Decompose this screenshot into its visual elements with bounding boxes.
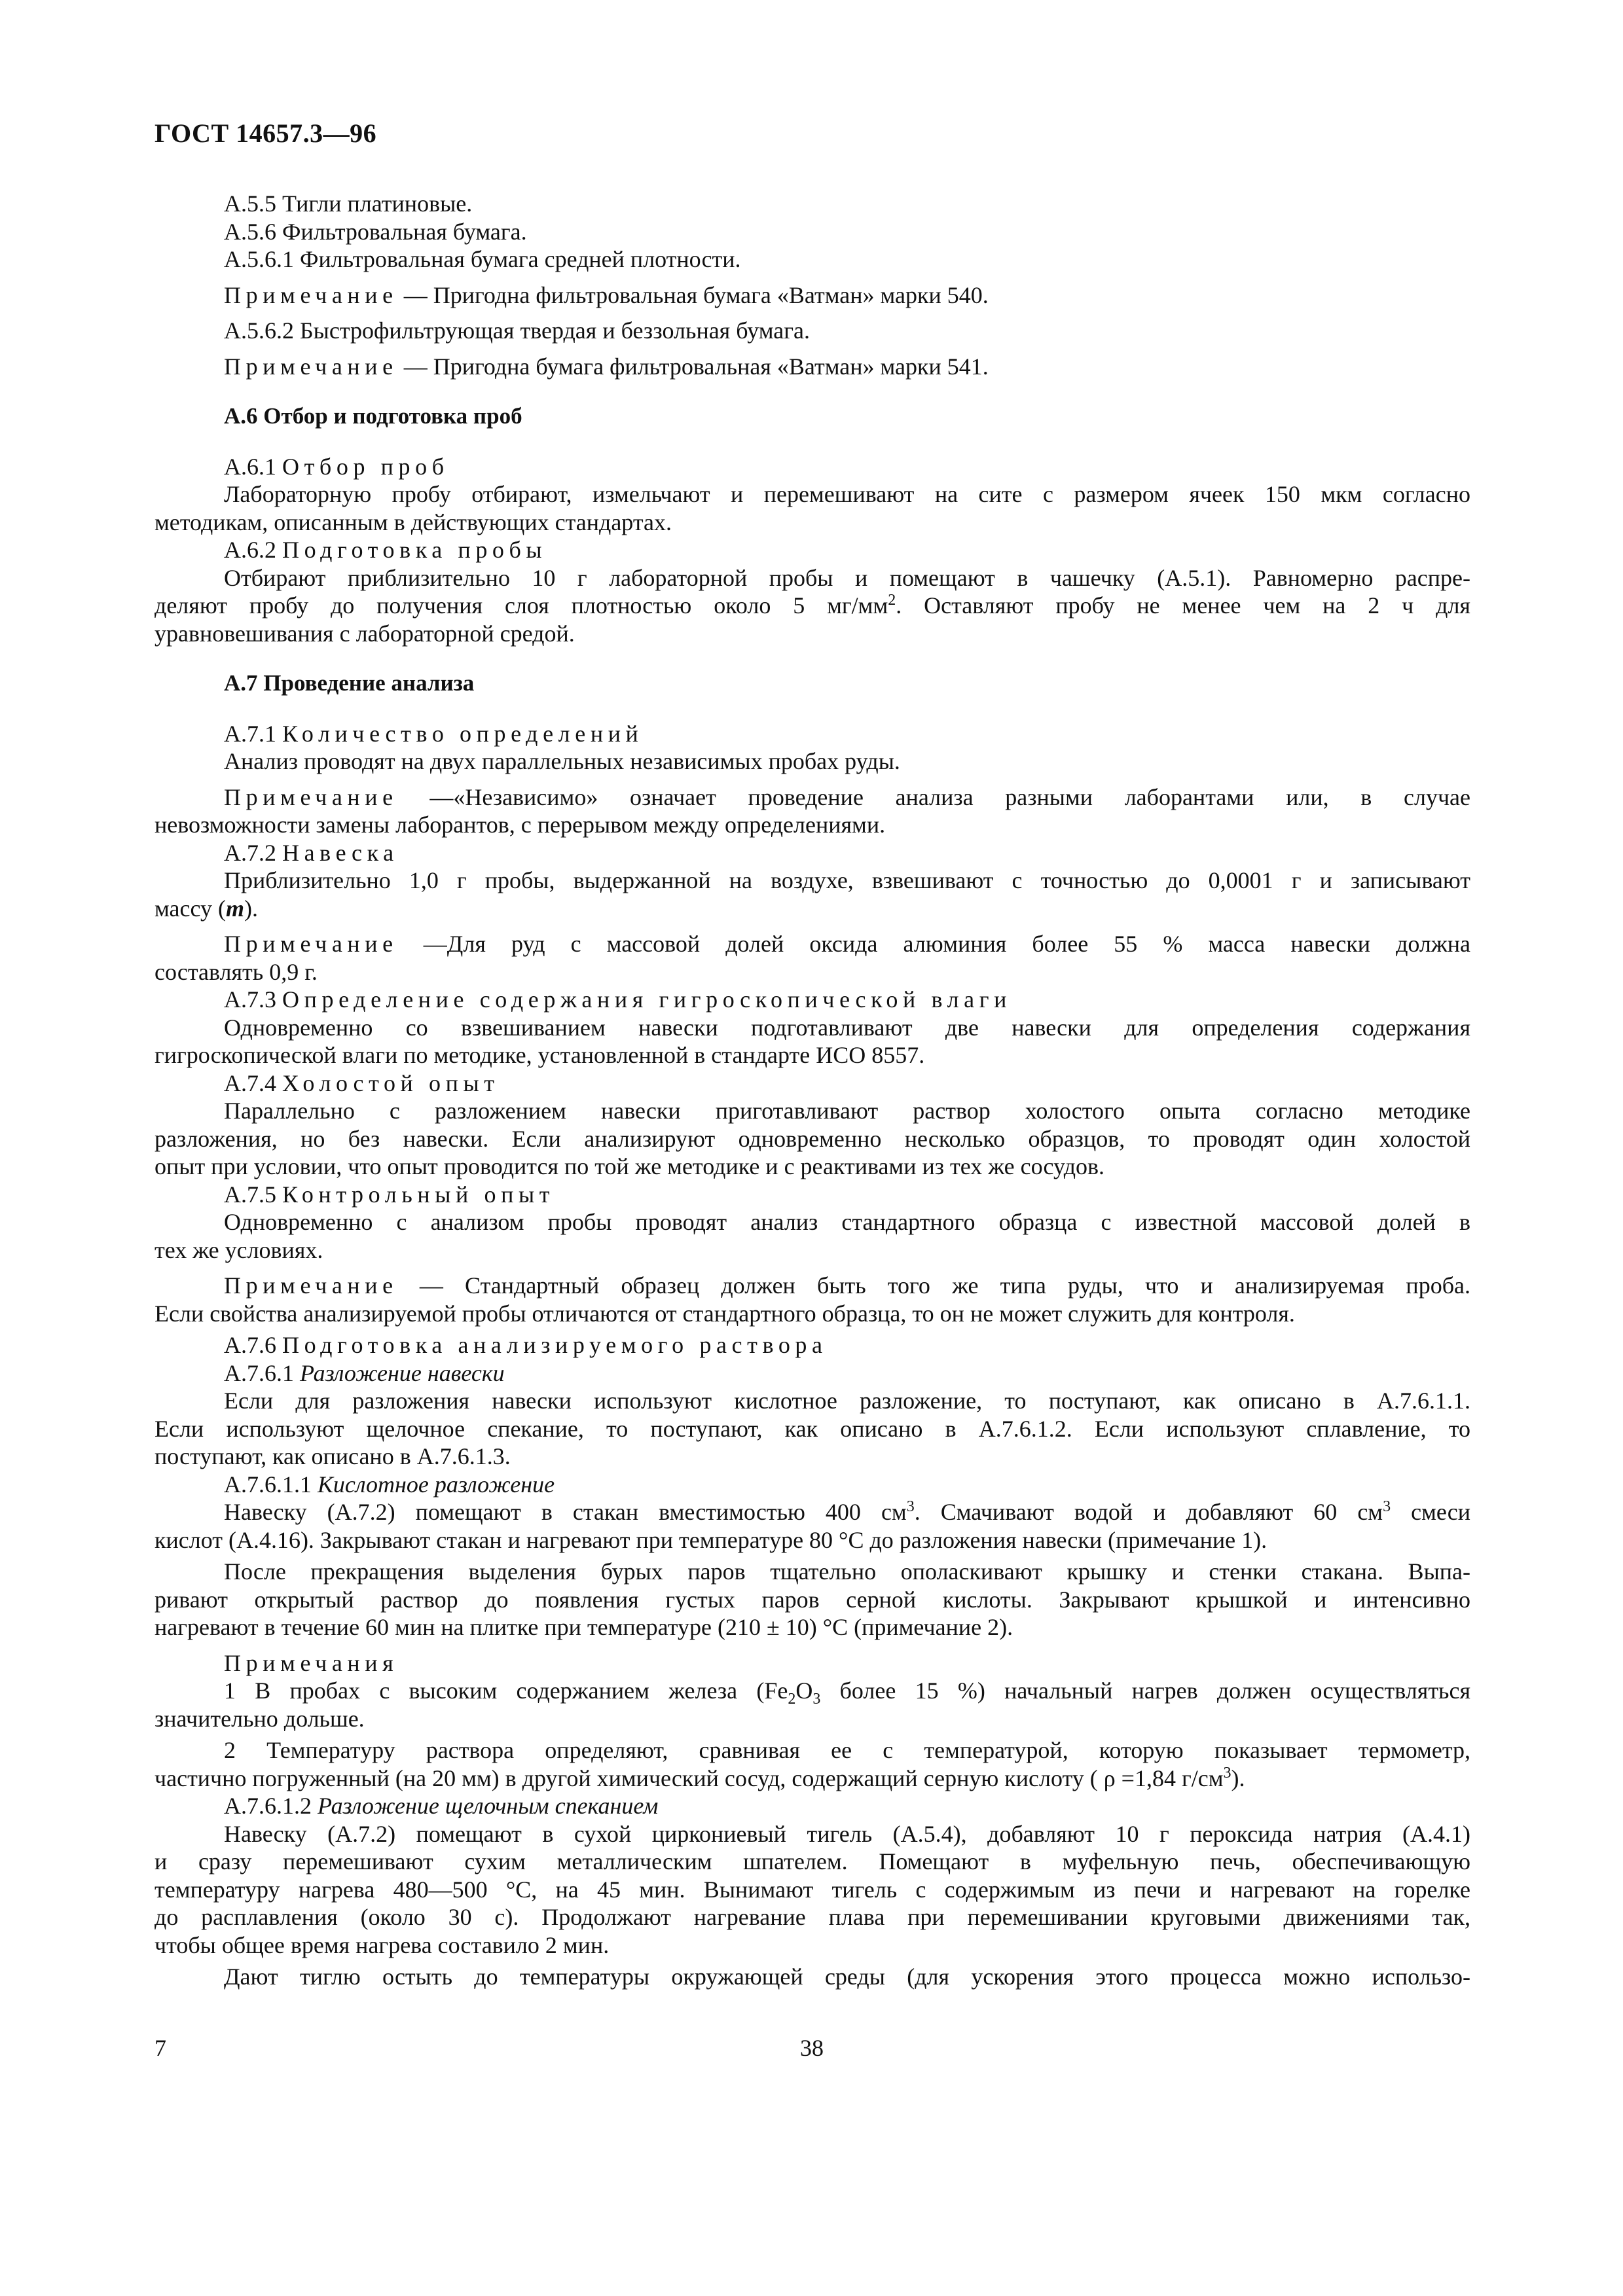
text-line: Если используют щелочное спекание, то поступают, как описано в А.7.6.1.2. Если используют сплавление, то [155,1415,1470,1442]
text-span: ). [1231,1765,1245,1791]
text-line: чтобы общее время нагрева составило 2 мин. [155,1931,610,1958]
text-line: Анализ проводят на двух параллельных независимых пробах руды. [224,748,900,774]
subsection-title: Навеска [282,839,399,866]
text-line: Навеску (А.7.2) помещают в сухой циркониевый тигель (А.5.4), добавляют 10 г пероксида натрия (А.4.1) [224,1820,1470,1847]
subsection-heading [155,453,1470,481]
note-label: Примечание [224,931,398,957]
text-line: Одновременно со взвешиванием навески подготавливают две навески для определения содержания [224,1014,1470,1041]
subsection-heading [155,1792,1470,1820]
subsection-heading [155,839,1470,867]
text-line: А.5.6.1 Фильтровальная бумага средней плотности. [224,246,741,272]
footer-marker: 7 [155,2035,166,2061]
section-heading: А.7 Проведение анализа [224,670,475,696]
note-text: — Пригодна фильтровальная бумага «Ватман» марки 540. [397,281,989,308]
text-line: Одновременно с анализом пробы проводят анализ стандартного образца с известной массовой долей в [224,1209,1470,1235]
text-line: 2 Температуру раствора определяют, сравнивая ее с температурой, которую показывает термометр, [224,1737,1470,1763]
note-line [155,930,1470,958]
text-line: гигроскопической влаги по методике, установленной в стандарте ИСО 8557. [155,1042,925,1068]
document-body [155,190,1470,1991]
subsection-heading [155,1069,1470,1098]
note-line [155,353,1470,381]
subsection-title: Разложение навески [300,1359,505,1386]
text-span: Навеску (А.7.2) помещают в стакан вместимостью 400 см [224,1499,907,1525]
text-span: частично погруженный (на 20 мм) в другой химический сосуд, содержащий серную кислоту ( ρ =1,84 г/см [155,1765,1224,1791]
subsection-number: А.7.6.1 [224,1359,300,1386]
subsection-title: Подготовка анализируемого раствора [282,1332,828,1358]
superscript: 3 [906,1498,915,1515]
note-label: Примечание [224,353,398,380]
note-line [155,1272,1470,1300]
text-line: нагревают в течение 60 мин на плитке при температуре (210 ± 10) °С (примечание 2). [155,1614,1013,1640]
text-line: невозможности замены лаборантов, с перерывом между определениями. [155,812,886,838]
subsection-number: А.6.2 [224,537,282,563]
text-line: Приблизительно 1,0 г пробы, выдержанной на воздухе, взвешивают с точностью до 0,0001 г и записывают [224,867,1470,893]
subsection-number: А.7.1 [224,720,282,747]
subsection-title: Отбор проб [282,453,449,480]
text-line [155,1498,1470,1526]
superscript: 3 [1223,1764,1231,1782]
text-span: . Оставляют пробу не менее чем на 2 ч для [896,592,1470,619]
subsection-heading [155,1181,1470,1209]
text-line: температуру нагрева 480—500 °С, на 45 мин. Вынимают тигель с содержимым из печи и нагревают на горелке [155,1876,1470,1903]
text-line: Дают тиглю остыть до температуры окружающей среды (для ускорения этого процесса можно использо- [224,1964,1470,1990]
subsection-number: А.6.1 [224,453,282,480]
subsection-title: Контрольный опыт [282,1181,555,1208]
text-span: ). [244,895,258,922]
superscript: 2 [888,592,896,609]
note-text: —Для руд с массовой долей оксида алюминия более 55 % масса навески должна [397,931,1470,957]
document-header: ГОСТ 14657.3—96 [155,118,377,148]
subsection-heading [155,1331,1470,1359]
note-line [155,783,1470,812]
text-line: А.5.5 Тигли платиновые. [224,190,473,217]
text-line: Если для разложения навески используют кислотное разложение, то поступают, как описано в А.7.6.1.1. [224,1388,1470,1414]
text-line: ривают открытый раствор до появления густых паров серной кислоты. Закрывают крышкой и интенсивно [155,1586,1470,1613]
text-span: более 15 %) начальный нагрев должен осуществляться [820,1677,1470,1704]
text-line [155,592,1470,620]
note-text: — Пригодна бумага фильтровальная «Ватман» марки 541. [397,353,989,380]
subscript: 3 [812,1691,821,1708]
notes-heading: Примечания [224,1649,399,1676]
text-line: Лабораторную пробу отбирают, измельчают и перемешивают на сите с размером ячеек 150 мкм согласно [224,481,1470,507]
subsection-title: Количество определений [282,720,644,747]
text-line [155,895,1470,923]
section-heading: А.6 Отбор и подготовка проб [224,403,522,429]
subsection-heading [155,720,1470,748]
note-label: Примечание [224,783,398,810]
symbol-m: т [225,895,244,922]
text-span: массу ( [155,895,226,922]
subsection-heading [155,1359,1470,1388]
subsection-heading [155,536,1470,564]
text-span: смеси [1391,1499,1470,1525]
note-label: Примечание [224,281,398,308]
subsection-number: А.7.4 [224,1069,282,1096]
text-line: до расплавления (около 30 с). Продолжают нагревание плава при перемешивании круговыми движениями так, [155,1904,1470,1930]
text-line: значительно дольше. [155,1705,365,1732]
text-line: составлять 0,9 г. [155,958,318,985]
subsection-number: А.7.6.1.1 [224,1471,318,1498]
subsection-heading [155,986,1470,1014]
text-span: O [795,1677,813,1704]
text-line: методикам, описанным в действующих стандартах. [155,509,672,535]
text-line: А.5.6.2 Быстрофильтрующая твердая и беззольная бумага. [224,317,810,344]
note-text: — Стандартный образец должен быть того же типа руды, что и анализируемая проба. [397,1272,1470,1299]
note-line [155,281,1470,310]
text-line: поступают, как описано в А.7.6.1.3. [155,1443,511,1469]
text-line: Если свойства анализируемой пробы отличаются от стандартного образца, то он не может служить для контроля. [155,1300,1295,1327]
text-line: опыт при условии, что опыт проводится по той же методике и с реактивами из тех же сосудов. [155,1153,1105,1179]
subsection-title: Холостой опыт [282,1069,500,1096]
text-span: . Смачивают водой и добавляют 60 см [914,1499,1383,1525]
subsection-title: Определение содержания гигроскопической влаги [282,986,1012,1013]
text-span: деляют пробу до получения слоя плотностью около 5 мг/мм [155,592,888,619]
text-line: После прекращения выделения бурых паров тщательно ополаскивают крышку и стенки стакана. Выпа- [224,1558,1470,1585]
text-span: 1 В пробах с высоким содержанием железа (Fe [224,1677,788,1704]
subsection-number: А.7.2 [224,839,282,866]
text-line [155,1765,1470,1793]
subsection-number: А.7.6.1.2 [224,1793,318,1819]
subsection-title: Подготовка пробы [282,537,547,563]
text-line: А.5.6 Фильтровальная бумага. [224,218,527,245]
text-line: Отбирают приблизительно 10 г лабораторной пробы и помещают в чашечку (А.5.1). Равномерно распре- [224,564,1470,591]
subsection-title: Кислотное разложение [318,1471,555,1498]
superscript: 3 [1383,1498,1391,1515]
text-line: уравновешивания с лабораторной средой. [155,620,575,647]
page-number: 38 [800,2035,824,2061]
subsection-number: А.7.3 [224,986,282,1013]
subsection-number: А.7.6 [224,1332,282,1358]
subsection-title: Разложение щелочным спеканием [318,1793,659,1819]
text-line: кислот (А.4.16). Закрывают стакан и нагревают при температуре 80 °С до разложения навески (примечание 1). [155,1526,1267,1553]
subscript: 2 [788,1691,796,1708]
text-line [155,1677,1470,1708]
text-line: и сразу перемешивают сухим металлическим шпателем. Помещают в муфельную печь, обеспечивающую [155,1848,1470,1874]
text-line: Параллельно с разложением навески приготавливают раствор холостого опыта согласно методике [224,1098,1470,1124]
subsection-number: А.7.5 [224,1181,282,1208]
subsection-heading [155,1471,1470,1499]
note-label: Примечание [224,1272,398,1299]
text-line: разложения, но без навески. Если анализируют одновременно несколько образцов, то проводят один холостой [155,1125,1470,1152]
text-line: тех же условиях. [155,1236,323,1263]
note-text: —«Независимо» означает проведение анализа разными лаборантами или, в случае [397,783,1470,810]
